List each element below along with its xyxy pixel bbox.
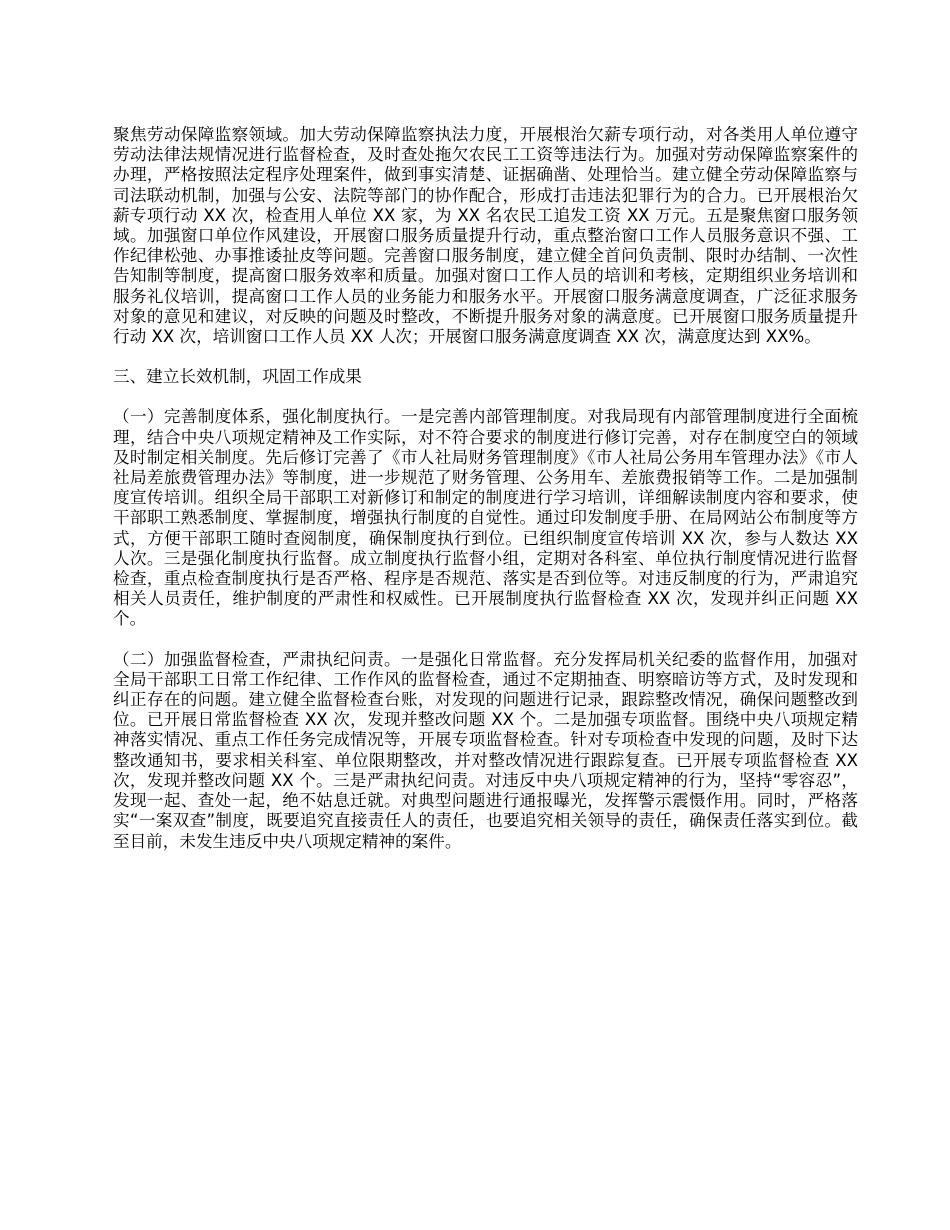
- body-paragraph: （一）完善制度体系，强化制度执行。一是完善内部管理制度。对我局现有内部管理制度进行全面梳理，结合中央八项规定精神及工作实际，对不符合要求的制度进行修订完善，对存在制度空白的领域及时制定相关制度。先后修订完善了《市人社局财务管理制度》《市人社局公务用车管理办法》《市人社局差旅费管理办法》等制度，进一步规范了财务管理、公务用车、差旅费报销等工作。二是加强制度宣传培训。组织全局干部职工对新修订和制定的制度进行学习培训，详细解读制度内容和要求，使干部职工熟悉制度、掌握制度，增强执行制度的自觉性。通过印发制度手册、在局网站公布制度等方式，方便干部职工随时查阅制度，确保制度执行到位。已组织制度宣传培训 XX 次，参与人数达 XX 人次。三是强化制度执行监督。成立制度执行监督小组，定期对各科室、单位执行制度情况进行监督检查，重点检查制度执行是否严格、程序是否规范、落实是否到位等。对违反制度的行为，严肃追究相关人员责任，维护制度的严肃性和权威性。已开展制度执行监督检查 XX 次，发现并纠正问题 XX 个。: [113, 407, 858, 629]
- section-heading: 三、建立长效机制，巩固工作成果: [113, 367, 362, 387]
- document-page: [113, 125, 858, 852]
- body-paragraph: 聚焦劳动保障监察领域。加大劳动保障监察执法力度，开展根治欠薪专项行动，对各类用人单位遵守劳动法律法规情况进行监督检查，及时查处拖欠农民工工资等违法行为。加强对劳动保障监察案件的办理，严格按照法定程序处理案件，做到事实清楚、证据确凿、处理恰当。建立健全劳动保障监察与司法联动机制，加强与公安、法院等部门的协作配合，形成打击违法犯罪行为的合力。已开展根治欠薪专项行动 XX 次，检查用人单位 XX 家，为 XX 名农民工追发工资 XX 万元。五是聚焦窗口服务领域。加强窗口单位作风建设，开展窗口服务质量提升行动，重点整治窗口工作人员服务意识不强、工作纪律松弛、办事推诿扯皮等问题。完善窗口服务制度，建立健全首问负责制、限时办结制、一次性告知制等制度，提高窗口服务效率和质量。加强对窗口工作人员的培训和考核，定期组织业务培训和服务礼仪培训，提高窗口工作人员的业务能力和服务水平。开展窗口服务满意度调查，广泛征求服务对象的意见和建议，对反映的问题及时整改，不断提升服务对象的满意度。已开展窗口服务质量提升行动 XX 次，培训窗口工作人员 XX 人次；开展窗口服务满意度调查 XX 次，满意度达到 XX%。: [113, 125, 858, 347]
- body-paragraph: （二）加强监督检查，严肃执纪问责。一是强化日常监督。充分发挥局机关纪委的监督作用，加强对全局干部职工日常工作纪律、工作作风的监督检查，通过不定期抽查、明察暗访等方式，及时发现和纠正存在的问题。建立健全监督检查台账，对发现的问题进行记录，跟踪整改情况，确保问题整改到位。已开展日常监督检查 XX 次，发现并整改问题 XX 个。二是加强专项监督。围绕中央八项规定精神落实情况、重点工作任务完成情况等，开展专项监督检查。针对专项检查中发现的问题，及时下达整改通知书，要求相关科室、单位限期整改，并对整改情况进行跟踪复查。已开展专项监督检查 XX 次，发现并整改问题 XX 个。三是严肃执纪问责。对违反中央八项规定精神的行为，坚持“零容忍”，发现一起、查处一起，绝不姑息迁就。对典型问题进行通报曝光，发挥警示震慑作用。同时，严格落实“一案双查”制度，既要追究直接责任人的责任，也要追究相关领导的责任，确保责任落实到位。截至目前，未发生违反中央八项规定精神的案件。: [113, 649, 858, 851]
